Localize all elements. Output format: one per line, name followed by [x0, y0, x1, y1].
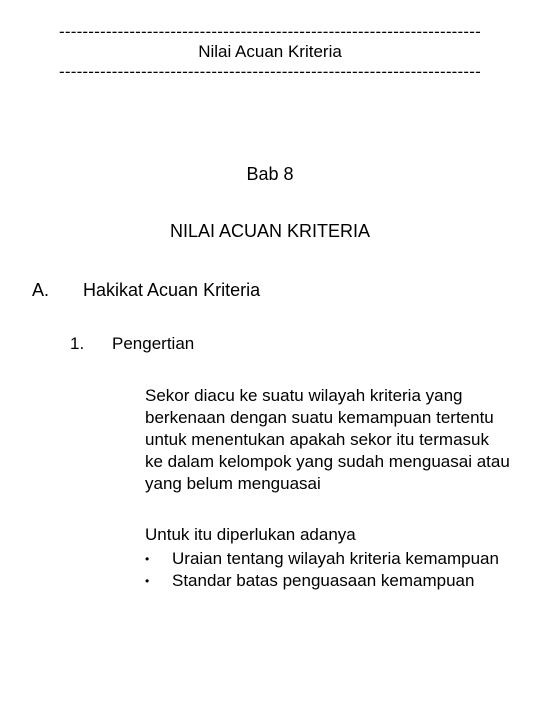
subsection-title: Pengertian — [112, 334, 195, 353]
list-item — [145, 548, 515, 570]
list-item-text: Standar batas penguasaan kemampuan — [172, 571, 475, 590]
header-bottom-dash-line: ------------------------------------------------------------------------ — [58, 62, 481, 81]
section-marker: A. — [32, 280, 50, 300]
requirements-list — [145, 548, 515, 592]
intro-paragraph: Untuk itu diperlukan adanya — [145, 525, 356, 544]
bullet-icon: • — [145, 574, 150, 588]
header-title: Nilai Acuan Kriteria — [198, 42, 342, 61]
subsection-marker: 1. — [70, 334, 85, 353]
chapter-number: Bab 8 — [246, 164, 294, 184]
list-item-text: Uraian tentang wilayah kriteria kemampuan — [172, 549, 499, 568]
header-top-dash-line: ------------------------------------------------------------------------ — [58, 22, 481, 41]
bullet-icon: • — [145, 552, 150, 566]
chapter-title: NILAI ACUAN KRITERIA — [169, 221, 371, 241]
section-title: Hakikat Acuan Kriteria — [83, 280, 261, 300]
list-item — [145, 570, 515, 592]
definition-paragraph: Sekor diacu ke suatu wilayah kriteria yang berkenaan dengan suatu kemampuan tertentu untuk menentukan apakah sekor itu termasuk ke dalam kelompok yang sudah menguasai atau yang belum menguasai — [145, 386, 510, 493]
